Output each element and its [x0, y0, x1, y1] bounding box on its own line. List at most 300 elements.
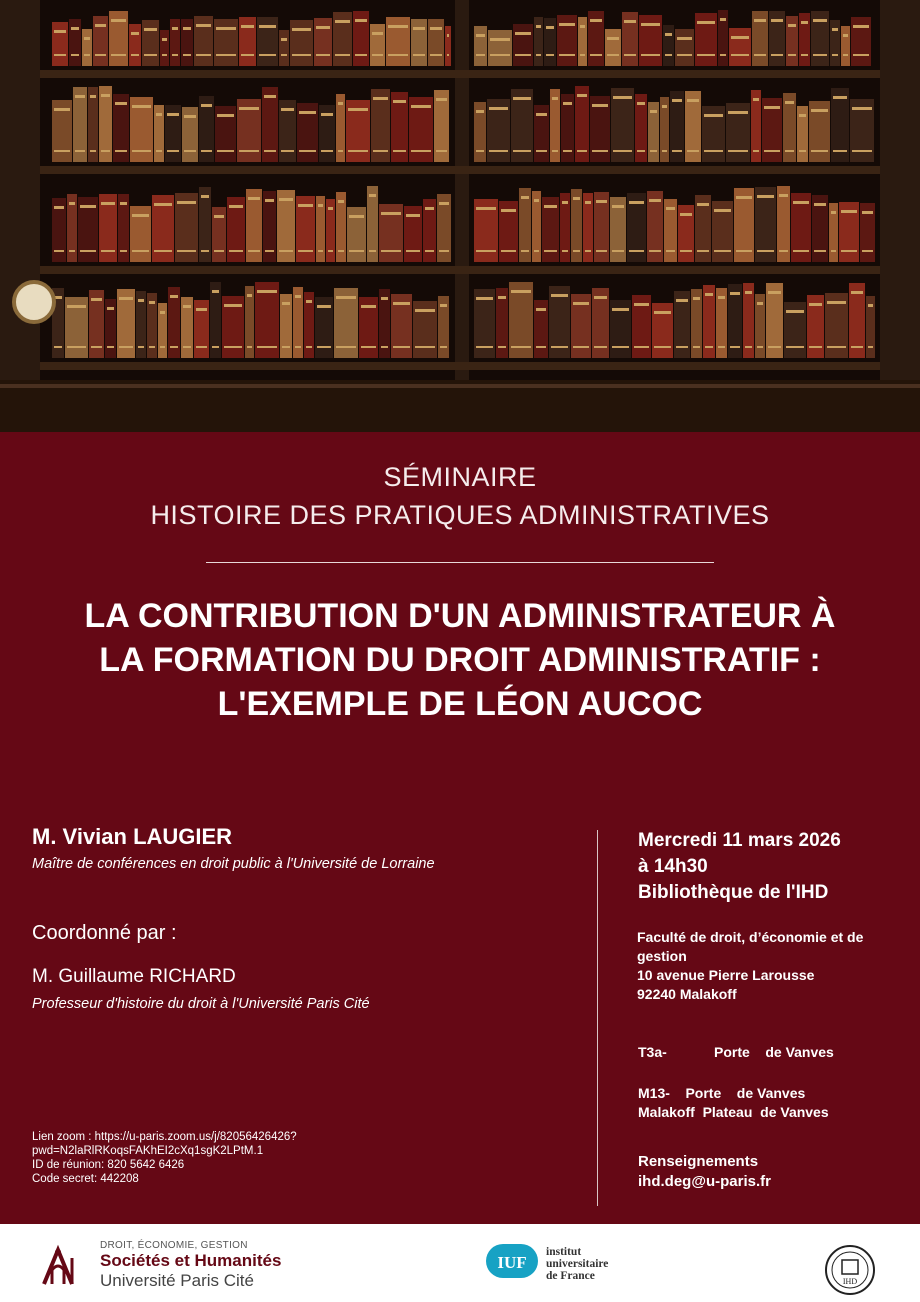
book-band [101, 202, 115, 205]
book-band [373, 150, 388, 152]
book-band [843, 34, 848, 37]
book-band [259, 25, 276, 28]
book-band [196, 54, 211, 56]
book-band [212, 290, 219, 293]
book-band [321, 113, 333, 116]
book-band [476, 110, 484, 113]
book-band [757, 302, 763, 305]
book-band [612, 308, 629, 311]
book [851, 17, 871, 66]
book-band [415, 346, 435, 348]
book-band [160, 311, 165, 314]
book-band [764, 150, 780, 152]
column-divider [597, 830, 598, 1206]
ihd-seal-logo [820, 1244, 880, 1301]
book-band [559, 54, 575, 56]
book-band [693, 346, 700, 348]
book-band [757, 250, 774, 252]
book-band [511, 290, 531, 293]
book-band [799, 114, 806, 117]
title-line-2: LA FORMATION DU DROIT ADMINISTRATIF : [99, 641, 821, 679]
iuf-line-2: universitaire [546, 1258, 609, 1270]
book-band [672, 150, 682, 152]
book-band [649, 199, 661, 202]
book [799, 13, 810, 66]
coordinator-role: Professeur d'histoire du droit à l'Université Paris Cité [32, 996, 370, 1012]
book-band [612, 250, 624, 252]
book [386, 17, 410, 66]
book-band [868, 304, 873, 307]
book-band [75, 150, 85, 152]
book-band [832, 54, 838, 56]
book [142, 20, 159, 66]
book-band [562, 201, 568, 204]
book [534, 17, 543, 66]
event-address [637, 928, 897, 1004]
book-band [649, 250, 661, 252]
book-band [779, 194, 788, 197]
book-band [184, 150, 196, 152]
book-band [183, 54, 191, 56]
book-band [637, 102, 645, 105]
book-band [281, 108, 294, 111]
book-band [624, 54, 636, 56]
book-band [490, 54, 510, 56]
zoom-link[interactable]: Lien zoom : https://u-paris.zoom.us/j/82056426426? [32, 1131, 297, 1143]
contact-info [638, 1152, 771, 1192]
book-band [650, 110, 657, 113]
book [544, 18, 556, 66]
book-band [247, 346, 252, 348]
book [181, 19, 193, 66]
book-band [489, 150, 508, 152]
book-band [336, 346, 356, 348]
book-band [544, 250, 557, 252]
book-band [592, 104, 608, 107]
book [488, 30, 512, 66]
book-band [536, 346, 546, 348]
book-band [154, 203, 172, 206]
universite-paris-cite-logo [38, 1244, 90, 1293]
book-band [156, 150, 162, 152]
book-band [841, 250, 857, 252]
book-band [224, 304, 242, 307]
book-band [641, 54, 660, 56]
book-band [54, 150, 70, 152]
seminar-series: HISTOIRE DES PRATIQUES ADMINISTRATIVES [150, 500, 770, 530]
usph-wordmark [100, 1240, 281, 1291]
shelf-post-left [0, 0, 40, 432]
book [786, 16, 798, 66]
book-band [680, 250, 692, 252]
book-band [697, 54, 715, 56]
book [129, 24, 141, 66]
book-band [607, 54, 619, 56]
book-band [786, 346, 804, 348]
book-band [393, 346, 410, 348]
book-band [388, 54, 408, 56]
book-band [813, 54, 827, 56]
book-band [248, 250, 260, 252]
book-band [265, 199, 274, 202]
iuf-wordmark [546, 1246, 608, 1282]
book-band [348, 150, 368, 152]
book-band [573, 250, 580, 252]
book [370, 24, 385, 66]
book-band [90, 95, 96, 98]
bookshelf-image [0, 0, 920, 432]
book-band [594, 346, 607, 348]
book [578, 17, 587, 66]
book-band [328, 250, 333, 252]
book [428, 19, 444, 66]
book-band [388, 25, 408, 28]
book-band [580, 25, 585, 28]
book-band [793, 250, 809, 252]
speaker-name: M. Vivian LAUGIER [32, 824, 233, 849]
title-line-1: LA CONTRIBUTION D'UN ADMINISTRATEUR À [84, 597, 836, 635]
book-band [177, 250, 196, 252]
book-band [107, 307, 114, 310]
book-band [799, 150, 806, 152]
content-panel [0, 432, 920, 1224]
book-band [629, 201, 644, 204]
usph-faculty: DROIT, ÉCONOMIE, GESTION [100, 1240, 248, 1251]
book-band [281, 54, 287, 56]
book-band [676, 299, 688, 302]
book-band [95, 54, 106, 56]
book-band [534, 250, 539, 252]
book-band [306, 346, 312, 348]
book-band [183, 305, 191, 308]
zoom-passcode: Code secret: 442208 [32, 1173, 139, 1185]
book-band [257, 290, 277, 293]
book [279, 30, 289, 66]
seminar-kicker: SÉMINAIRE [383, 462, 537, 492]
book-band [654, 311, 671, 314]
book-band [440, 304, 447, 307]
book-band [361, 346, 376, 348]
book-band [241, 25, 254, 28]
book-band [852, 107, 872, 110]
shelf-board [40, 266, 880, 274]
shelf-board [40, 362, 880, 370]
book-band [476, 207, 496, 210]
book-band [809, 346, 822, 348]
book-band [279, 198, 293, 201]
book-band [241, 54, 254, 56]
book-band [54, 108, 70, 111]
book-band [183, 27, 191, 30]
book-band [132, 105, 151, 108]
book-band [813, 19, 827, 22]
book-band [156, 113, 162, 116]
book-band [501, 250, 516, 252]
contact-label: Renseignements [638, 1153, 759, 1170]
book-band [680, 213, 692, 216]
book-band [654, 346, 671, 348]
book-band [786, 310, 804, 313]
book-band [728, 150, 748, 152]
book-band [107, 346, 114, 348]
book-band [447, 34, 449, 37]
book-band [447, 54, 449, 56]
book [513, 24, 533, 66]
book-band [317, 305, 331, 308]
book-band [831, 250, 836, 252]
book-band [590, 19, 602, 22]
book-band [172, 54, 178, 56]
book-band [217, 114, 234, 117]
book-band [170, 346, 178, 348]
book [605, 29, 621, 66]
book-band [785, 150, 794, 152]
book-band [338, 200, 344, 203]
book [411, 19, 427, 66]
book-band [650, 150, 657, 152]
book-band [259, 54, 276, 56]
book-band [196, 308, 207, 311]
book-band [298, 204, 313, 207]
book-band [676, 346, 688, 348]
coordinator-label: Coordonné par : [32, 922, 177, 944]
book-band [745, 291, 752, 294]
address-line-2: gestion [637, 948, 687, 964]
book-band [736, 250, 752, 252]
book-band [768, 346, 781, 348]
book-band [248, 197, 260, 200]
book-band [833, 96, 847, 99]
book-band [515, 32, 531, 35]
book-band [373, 97, 388, 100]
book-band [440, 346, 447, 348]
book-band [196, 346, 207, 348]
title-line-3: L'EXEMPLE DE LÉON AUCOC [217, 685, 703, 723]
book-band [585, 201, 591, 204]
book-band [295, 346, 301, 348]
book-band [292, 54, 311, 56]
book-band [718, 346, 725, 348]
book-band [439, 202, 449, 205]
book-band [573, 302, 589, 305]
book-band [563, 102, 572, 105]
book-band [91, 298, 102, 301]
book-band [665, 54, 672, 56]
book-band [753, 98, 759, 101]
book-band [868, 346, 873, 348]
book-band [731, 54, 749, 56]
book-band [534, 199, 539, 202]
book [557, 15, 577, 66]
book-band [764, 106, 780, 109]
book-band [160, 346, 165, 348]
book-band [779, 250, 788, 252]
book-band [138, 346, 144, 348]
book-band [768, 291, 781, 294]
contact-email[interactable]: ihd.deg@u-paris.fr [638, 1173, 771, 1190]
address-line-3: 10 avenue Pierre Larousse [637, 967, 815, 983]
book-band [809, 303, 822, 306]
book [830, 20, 840, 66]
book-band [318, 250, 323, 252]
book-band [536, 113, 547, 116]
book-band [316, 54, 330, 56]
book-band [785, 101, 794, 104]
book-band [430, 27, 442, 30]
book-band [279, 250, 293, 252]
book-band [349, 215, 364, 218]
book-band [613, 96, 632, 99]
metro-info [638, 1084, 829, 1122]
book [52, 22, 68, 66]
book-band [75, 95, 85, 98]
book-band [80, 205, 96, 208]
tram-stop: Porte de Vanves [714, 1044, 834, 1060]
book-band [634, 303, 649, 306]
book-band [590, 54, 602, 56]
book-band [577, 150, 587, 152]
book-band [552, 150, 558, 152]
book-band [476, 250, 496, 252]
book-band [677, 54, 692, 56]
book-band [214, 215, 224, 218]
zoom-password-link[interactable]: pwd=N2laRlRKoqsFAKhEI2cXq1sgK2LPtM.1 [32, 1145, 264, 1157]
book-band [411, 105, 431, 108]
book-band [612, 346, 629, 348]
book-band [71, 27, 79, 30]
book-band [814, 250, 826, 252]
book-band [634, 346, 649, 348]
zoom-info [32, 1130, 297, 1186]
book-band [229, 205, 243, 208]
book-band [119, 346, 133, 348]
book-band [577, 94, 587, 97]
book-band [381, 212, 401, 215]
book-band [513, 150, 531, 152]
ihd-badge-text: IHD [842, 1277, 858, 1286]
book-band [827, 301, 846, 304]
zoom-meeting-id: ID de réunion: 820 5642 6426 [32, 1159, 185, 1171]
book-band [705, 346, 713, 348]
book-band [162, 54, 167, 56]
book-band [720, 54, 726, 56]
book-band [513, 97, 531, 100]
book-band [672, 99, 682, 102]
book-band [665, 33, 672, 36]
book-band [704, 114, 723, 117]
book-band [328, 207, 333, 210]
clock-icon [14, 282, 54, 322]
book [69, 19, 81, 66]
book-band [338, 150, 343, 152]
book-band [551, 346, 568, 348]
book-band [439, 250, 449, 252]
book-band [120, 202, 127, 205]
book-band [381, 250, 401, 252]
book-band [827, 346, 846, 348]
book-band [67, 346, 86, 348]
book-band [832, 28, 838, 31]
book-band [393, 150, 406, 152]
book [314, 18, 332, 66]
book-band [585, 250, 591, 252]
book-band [536, 308, 546, 311]
book [82, 29, 92, 66]
book-band [853, 54, 869, 56]
book-band [239, 107, 259, 110]
book-band [154, 250, 172, 252]
book-band [54, 30, 66, 33]
book-band [282, 346, 290, 348]
book-band [132, 214, 149, 217]
book-band [119, 297, 133, 300]
book-band [501, 209, 516, 212]
book-band [67, 305, 86, 308]
book-band [754, 19, 766, 22]
book [160, 30, 169, 66]
book-band [687, 99, 699, 102]
book-band [704, 150, 723, 152]
book-band [551, 294, 568, 297]
book-band [521, 196, 529, 199]
book-band [299, 111, 316, 114]
book-band [498, 346, 506, 348]
book-band [201, 150, 212, 152]
book-band [172, 27, 178, 30]
book-band [162, 38, 167, 41]
book-band [355, 54, 367, 56]
book [170, 19, 180, 66]
book-band [265, 250, 274, 252]
book [194, 16, 213, 66]
book-band [753, 150, 759, 152]
book-band [697, 203, 709, 206]
book-band [552, 97, 558, 100]
book-band [801, 54, 808, 56]
book-band [594, 296, 607, 299]
book-band [167, 150, 179, 152]
book-band [573, 346, 589, 348]
book-band [381, 346, 388, 348]
book-band [771, 54, 783, 56]
book-band [292, 28, 311, 31]
book-band [730, 292, 740, 295]
book-band [411, 150, 431, 152]
book-band [349, 250, 364, 252]
book-band [336, 296, 356, 299]
book-band [490, 38, 510, 41]
book-band [430, 54, 442, 56]
book-band [705, 293, 713, 296]
book-band [361, 305, 376, 308]
book-band [687, 150, 699, 152]
book-band [54, 346, 62, 348]
book-band [562, 250, 568, 252]
book-band [201, 250, 209, 252]
book-band [120, 250, 127, 252]
book-band [853, 25, 869, 28]
book-band [693, 297, 700, 300]
shelf-board [40, 166, 880, 174]
book [663, 25, 674, 66]
book-band [132, 150, 151, 152]
book-band [573, 197, 580, 200]
book-band [714, 209, 731, 212]
book-band [214, 250, 224, 252]
coordinator-name: M. Guillaume RICHARD [32, 966, 236, 987]
book [214, 19, 238, 66]
book-band [476, 150, 484, 152]
